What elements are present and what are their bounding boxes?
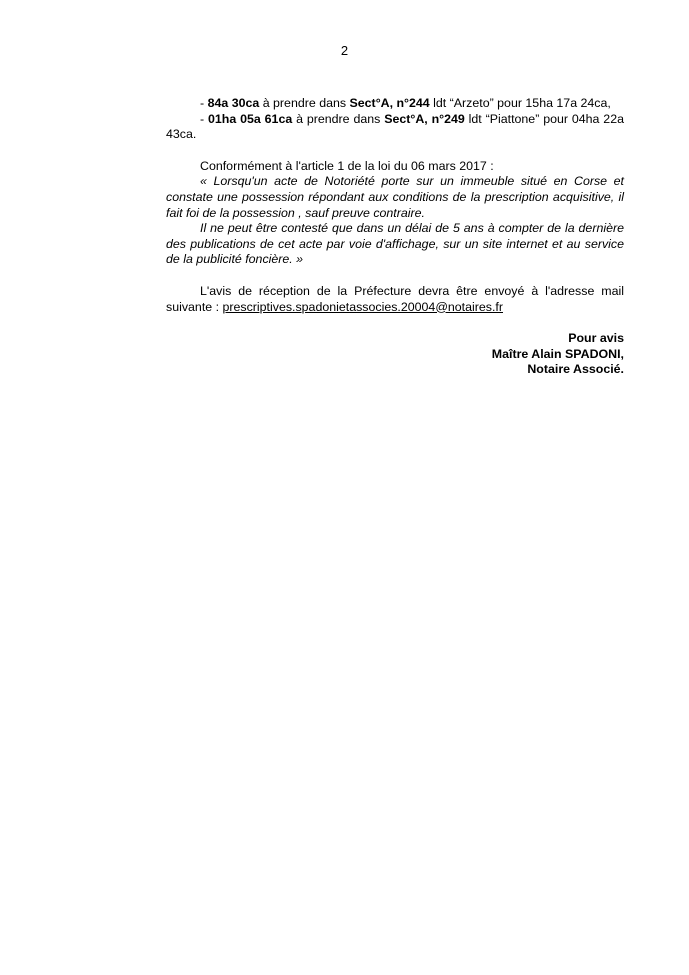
list-dash: - — [200, 96, 208, 110]
law-quote-paragraph-2: Il ne peut être contesté que dans un délai de 5 ans à compter de la dernière des publications de cet acte par voie d'affichage, sur un site internet et au service de la publicité foncière. » — [166, 221, 624, 267]
signature-name: Maître Alain SPADONI, — [491, 346, 624, 361]
signature-title: Notaire Associé. — [527, 362, 624, 377]
law-intro: Conformément à l'article 1 de la loi du 06 mars 2017 : — [200, 158, 494, 173]
parcel-line-1 — [166, 96, 624, 112]
parcel-area: 01ha 05a 61ca — [208, 111, 293, 126]
parcel-area: 84a 30ca — [207, 96, 260, 110]
page-number: 2 — [340, 43, 349, 58]
law-quote-paragraph-1: « Lorsqu'un acte de Notoriété porte sur un immeuble situé en Corse et constate une possession répondant aux conditions de la prescription acquisitive, il fait foi de la possession , sauf preuve contraire. — [166, 174, 624, 220]
parcel-section: Sect°A, n°249 — [384, 111, 465, 126]
parcel-text: à prendre dans — [259, 96, 350, 110]
list-dash: - — [200, 111, 208, 126]
email-link[interactable]: prescriptives.spadonietassocies.20004@notaires.fr — [222, 299, 503, 314]
document-body — [166, 96, 624, 378]
parcel-line-2 — [166, 112, 624, 143]
parcel-text: à prendre dans — [292, 111, 385, 126]
parcel-text: ldt “Piattone” pour 04ha 22a 43ca. — [166, 111, 624, 142]
notice-text: L'avis de réception de la Préfecture devra être envoyé à l'adresse mail suivante : — [166, 283, 624, 314]
parcel-section: Sect°A, n°244 — [349, 96, 430, 110]
parcel-text: ldt “Arzeto” pour 15ha 17a 24ca, — [429, 96, 611, 110]
notice-paragraph — [166, 284, 624, 315]
signature-pour-avis: Pour avis — [568, 331, 624, 346]
